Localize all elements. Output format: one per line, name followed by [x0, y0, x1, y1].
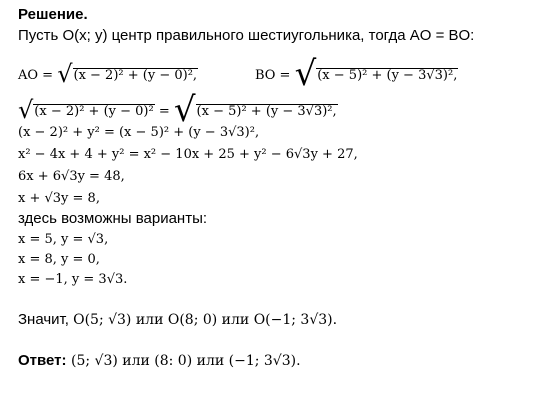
eq1-left-radicand: (x − 2)² + (y − 0)²	[34, 104, 154, 119]
bo-label: BO =	[254, 68, 295, 83]
ao-label: AO =	[18, 68, 58, 83]
conclusion-body: O(5; √3) или O(8; 0) или O(−1; 3√3).	[73, 312, 338, 328]
equation-3: x² − 4x + 4 + y² = x² − 10x + 25 + y² − 6√3y + 27,	[18, 147, 358, 162]
answer-line	[18, 352, 301, 370]
eq1-equals: =	[154, 104, 174, 119]
variant-2: x = 8, y = 0,	[18, 252, 100, 267]
intro-line: Пусть O(x; y) центр правильного шестиугольника, тогда AO = BO:	[18, 27, 475, 44]
equation-4: 6x + 6√3y = 48,	[18, 169, 125, 184]
conclusion-prefix: Значит,	[18, 311, 74, 328]
variant-1: x = 5, y = √3,	[18, 232, 109, 247]
radical-sign: √	[57, 60, 73, 88]
radical-sign: √	[294, 54, 317, 94]
radical-sign: √	[173, 90, 196, 130]
equation-5: x + √3y = 8,	[18, 191, 100, 206]
variants-text: здесь возможны варианты:	[18, 210, 208, 227]
ao-radicand: (x − 2)² + (y − 0)²,	[73, 68, 198, 83]
variant-3: x = −1, y = 3√3.	[18, 272, 128, 287]
radical-sign: √	[18, 96, 34, 124]
answer-body: (5; √3) или (8: 0) или (−1; 3√3).	[66, 353, 301, 369]
bo-radicand: (x − 5)² + (y − 3√3)²,	[317, 68, 458, 83]
conclusion-line	[18, 311, 337, 329]
solution-title: Решение.	[18, 6, 88, 23]
ao-bo-row	[18, 54, 458, 94]
answer-label: Ответ:	[18, 352, 67, 369]
equation-2: (x − 2)² + y² = (x − 5)² + (y − 3√3)²,	[18, 125, 260, 140]
eq1-right-radicand: (x − 5)² + (y − 3√3)²,	[196, 104, 337, 119]
equation-1	[18, 90, 338, 130]
